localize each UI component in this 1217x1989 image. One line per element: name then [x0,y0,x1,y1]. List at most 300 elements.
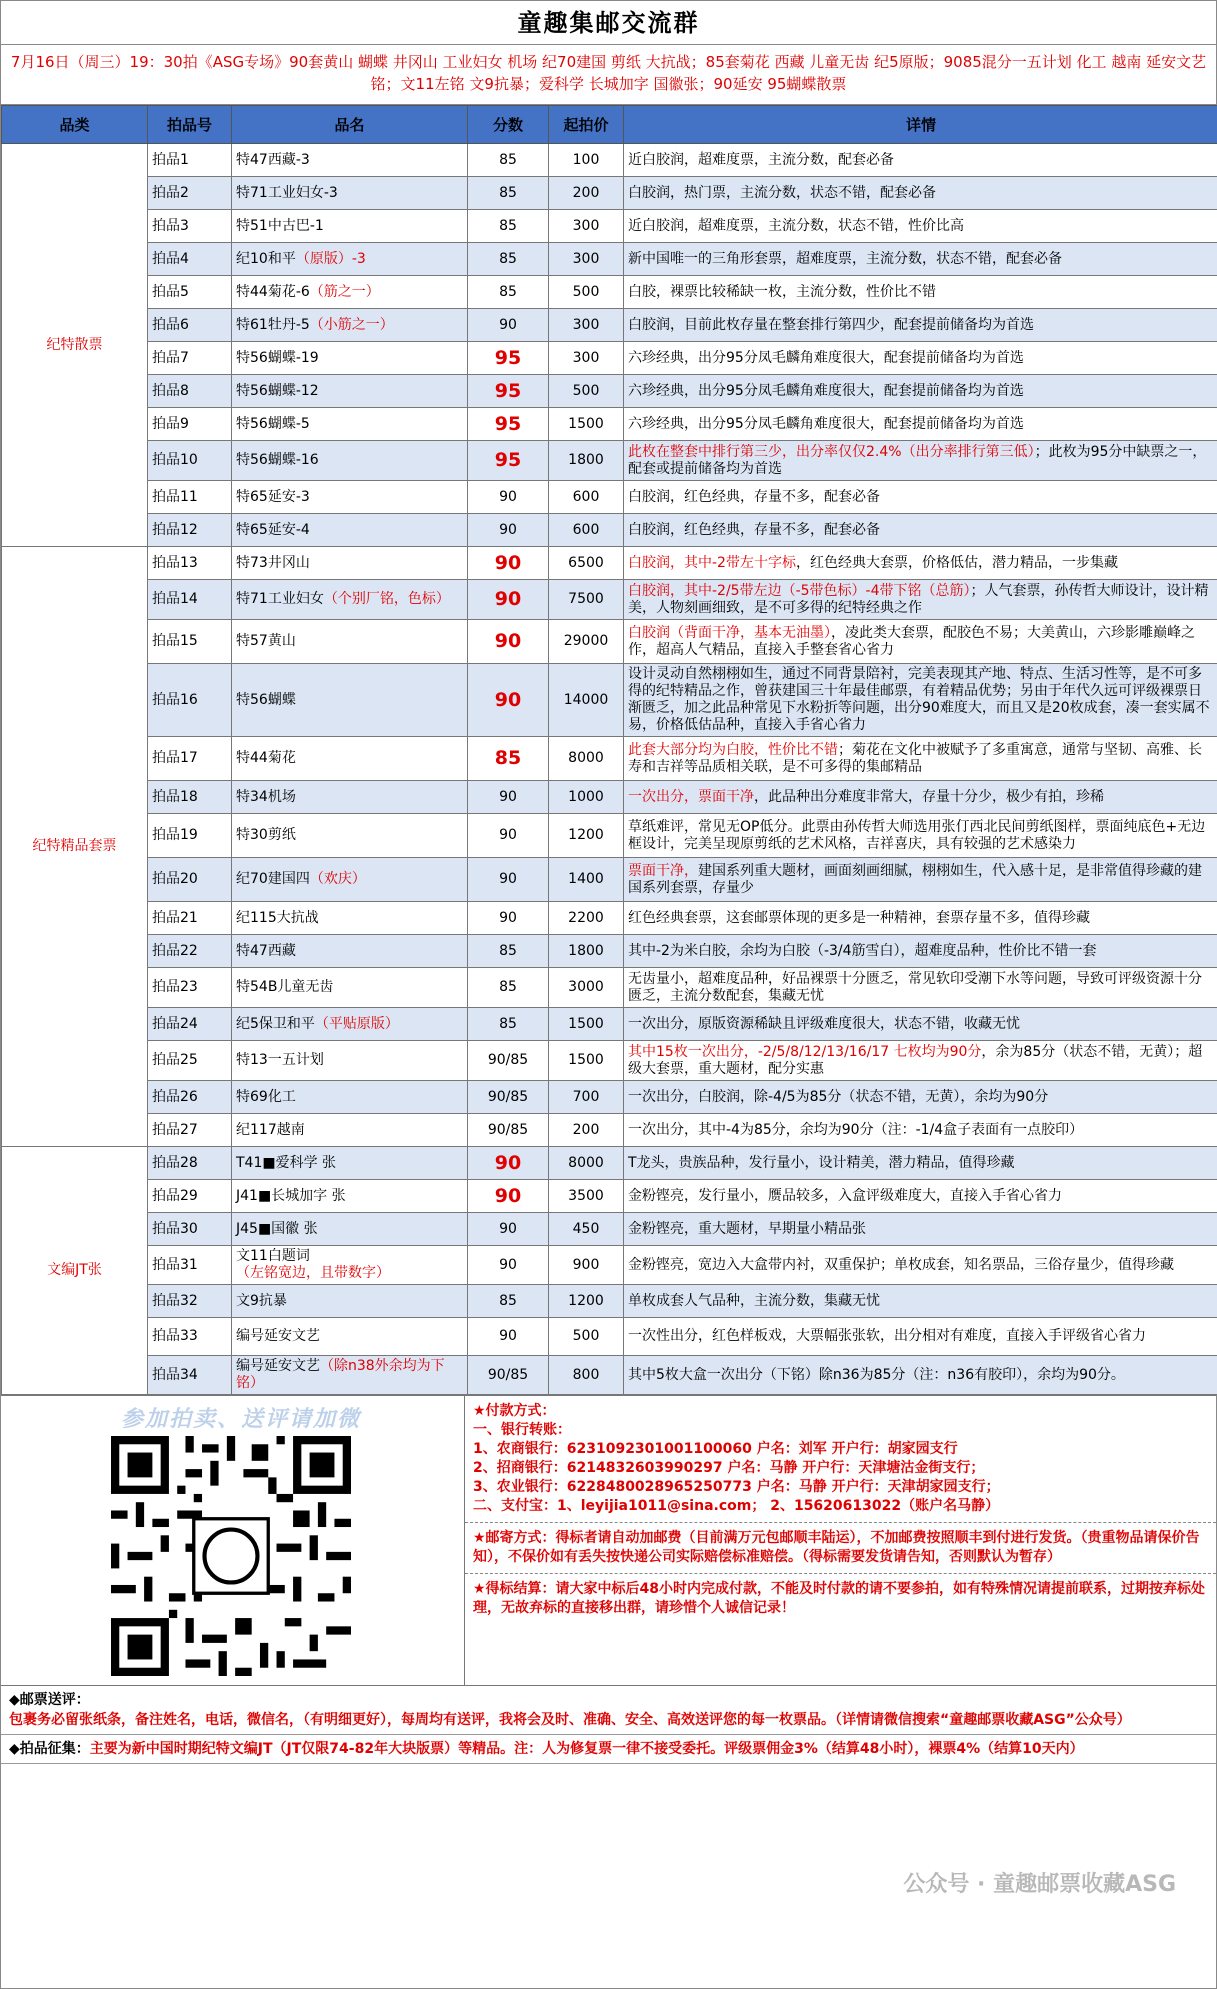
table-row [2,1213,1217,1246]
lot-score: 90 [468,902,549,935]
lot-name-text: 特30剪纸 [236,827,296,843]
lot-score: 90 [468,547,549,580]
lot-name [232,1356,468,1395]
payment-info [465,1396,1216,1685]
table-row [2,1081,1217,1114]
lot-number: 拍品10 [148,441,232,481]
lot-name-text: 特44菊花-6 [236,283,310,300]
table-row [2,1246,1217,1285]
lot-name [232,1246,468,1285]
lot-score: 90 [468,664,549,737]
lot-name [232,1081,468,1114]
consignment-note-text: 主要为新中国时期纪特文编JT（JT仅限74-82年大块版票）等精品。注：人为修复票一律不接受委托。评级票佣金3%（结算48小时），裸票4%（结算10天内） [89,1741,1084,1757]
lot-number: 拍品23 [148,968,232,1008]
lot-number: 拍品13 [148,547,232,580]
lot-number: 拍品4 [148,243,232,276]
lot-detail-text: 其中-2为米白胶，余均为白胶（-3/4筋雪白），超难度品种，性价比不错一套 [628,942,1097,959]
lot-score: 90 [468,481,549,514]
lot-score: 90/85 [468,1041,549,1081]
lot-name-note: （平贴原版） [314,1015,399,1032]
lot-name-text: 特57黄山 [236,633,296,649]
bank-transfer-title: 一、银行转账： [473,1422,571,1438]
lot-detail-text: 单枚成套人气品种，主流分数，集藏无忧 [628,1292,880,1309]
alipay-account: 二、支付宝：1、leyijia1011@sina.com； 2、15620613022（账户名马静） [473,1498,1000,1514]
lot-start-price: 450 [549,1213,624,1246]
table-row [2,514,1217,547]
lot-detail-text: 六珍经典，出分95分凤毛麟角难度很大，配套提前储备均为首选 [628,415,1024,432]
lot-name-text: 特51中古巴-1 [236,217,324,234]
lot-detail [624,580,1217,620]
lot-detail-text: ，余为85分（状态不错，无黄）；超级大套票，重大题材，配分实惠 [628,1043,1203,1077]
lot-name-text: 纪10和平 [236,250,296,267]
lot-name-text: 特47西藏-3 [236,151,310,168]
lot-number: 拍品34 [148,1356,232,1395]
lot-score: 90 [468,1246,549,1285]
lot-detail [624,547,1217,580]
lot-detail [624,1356,1217,1395]
lot-number: 拍品30 [148,1213,232,1246]
lot-detail-text: 金粉铿亮，重大题材，早期量小精品张 [628,1220,866,1237]
lot-detail [624,481,1217,514]
table-row [2,737,1217,781]
auction-schedule: 7月16日（周三）19：30拍《ASG专场》90套黄山 蝴蝶 井冈山 工业妇女 机场 纪70建国 剪纸 大抗战；85套菊花 西藏 儿童无齿 纪5原版；9085混分一五计划 化工 越南 延安文艺铭；文11左铭 文9抗暴；爱科学 长城加字 国徽张；90延安 95蝴蝶散票 [1,45,1216,105]
lot-number: 拍品28 [148,1147,232,1180]
lot-detail [624,858,1217,902]
lot-detail-highlight: 其中15枚一次出分，-2/5/8/12/13/16/17 七枚均为90分 [628,1043,982,1060]
lot-name [232,737,468,781]
lot-start-price: 600 [549,514,624,547]
table-row [2,664,1217,737]
lot-number: 拍品14 [148,580,232,620]
lot-start-price: 300 [549,243,624,276]
lot-name-note: （原版）-3 [295,250,366,267]
column-header-category: 品类 [2,106,148,144]
lot-name [232,968,468,1008]
lot-score: 85 [468,1008,549,1041]
lot-detail [624,1213,1217,1246]
lot-detail-text: 一次出分，白胶润，除-4/5为85分（状态不错，无黄），余均为90分 [628,1088,1049,1105]
lot-start-price: 3000 [549,968,624,1008]
qr-caption: 参加拍卖、送评请加微 [121,1407,362,1432]
lot-detail [624,210,1217,243]
lot-score: 90 [468,1147,549,1180]
lot-number: 拍品1 [148,144,232,177]
column-header-price: 起拍价 [549,106,624,144]
qr-code-icon[interactable] [111,1436,351,1676]
lot-number: 拍品27 [148,1114,232,1147]
table-row [2,935,1217,968]
lot-start-price: 1500 [549,1041,624,1081]
lot-number: 拍品7 [148,342,232,375]
table-row [2,243,1217,276]
lot-score: 95 [468,441,549,481]
lot-name [232,375,468,408]
lot-number: 拍品11 [148,481,232,514]
lot-detail-text: 六珍经典，出分95分凤毛麟角难度很大，配套提前储备均为首选 [628,382,1024,399]
lot-number: 拍品20 [148,858,232,902]
lot-score: 95 [468,342,549,375]
lot-score: 85 [468,243,549,276]
lot-name-note: （左铭宽边，且带数字） [236,1265,390,1281]
lot-number: 拍品21 [148,902,232,935]
lot-name-text: J41■长城加字 张 [236,1187,346,1204]
lot-name-text: 特73井冈山 [236,554,310,571]
table-row [2,1041,1217,1081]
lot-detail [624,737,1217,781]
settlement-info: ★得标结算：请大家中标后48小时内完成付款，不能及时付款的请不要参拍，如有特殊情况请提前联系，过期按弃标处理，无故弃标的直接移出群，请珍惜个人诚信记录！ [473,1581,1206,1616]
lot-detail [624,243,1217,276]
lot-detail [624,968,1217,1008]
table-row [2,375,1217,408]
lot-number: 拍品19 [148,814,232,858]
lot-score: 90/85 [468,1081,549,1114]
lot-number: 拍品5 [148,276,232,309]
lot-detail-text: 一次出分，原版资源稀缺且评级难度很大，状态不错，收藏无忧 [628,1015,1020,1032]
category-cell: 纪特散票 [2,144,148,547]
info-section [1,1395,1216,1685]
table-row [2,814,1217,858]
lot-start-price: 1800 [549,935,624,968]
lot-score: 90 [468,309,549,342]
lot-score: 85 [468,1285,549,1318]
table-row [2,620,1217,664]
lot-score: 85 [468,968,549,1008]
lot-detail-text: ，此品种出分难度非常大，存量十分少，极少有拍，珍稀 [754,788,1104,805]
lot-score: 95 [468,408,549,441]
lot-detail [624,342,1217,375]
grading-note-text: 包裹务必留张纸条，备注姓名，电话，微信名，（有明细更好），每周均有送评，我将会及时、准确、安全、高效送评您的每一枚票品。（详情请微信搜索“童趣邮票收藏ASG”公众号） [9,1712,1131,1728]
lot-detail [624,375,1217,408]
lot-score: 90 [468,781,549,814]
table-row [2,547,1217,580]
lot-name-text: 特56蝴蝶-12 [236,382,319,399]
lot-score: 90 [468,620,549,664]
lot-name-text: T41■爱科学 张 [236,1154,337,1171]
lot-number: 拍品3 [148,210,232,243]
lot-number: 拍品16 [148,664,232,737]
page-title: 童趣集邮交流群 [1,1,1216,45]
lot-detail-text: 新中国唯一的三角形套票，超难度票，主流分数，状态不错，配套必备 [628,250,1062,267]
table-row [2,1147,1217,1180]
table-row [2,902,1217,935]
lot-name [232,481,468,514]
lot-start-price: 1800 [549,441,624,481]
lot-detail-text: 白胶润，热门票，主流分数，状态不错，配套必备 [628,184,936,201]
lot-detail [624,1246,1217,1285]
lot-number: 拍品2 [148,177,232,210]
lot-start-price: 500 [549,1318,624,1356]
table-row [2,144,1217,177]
lot-detail-text: 白胶润，红色经典，存量不多，配套必备 [628,488,880,505]
lot-number: 拍品6 [148,309,232,342]
lot-detail-text: 近白胶润，超难度票，主流分数，状态不错，性价比高 [628,217,964,234]
lot-score: 85 [468,210,549,243]
lot-name-text: 特65延安-3 [236,488,310,505]
lot-score: 90 [468,814,549,858]
lot-name-note: （个别厂铭，色标） [323,591,450,607]
lot-start-price: 1200 [549,1285,624,1318]
lot-score: 85 [468,737,549,781]
lot-detail [624,1114,1217,1147]
lot-name-note: （欢庆） [309,871,366,887]
lot-detail-text: 白胶润，目前此枚存量在整套排行第四少，配套提前储备均为首选 [628,316,1034,333]
lot-start-price: 1500 [549,408,624,441]
lot-detail [624,781,1217,814]
consignment-note-label: ◆拍品征集： [9,1741,90,1757]
lot-start-price: 200 [549,177,624,210]
lot-name-note: （筋之一） [309,283,380,300]
lot-detail [624,441,1217,481]
lot-detail [624,1147,1217,1180]
lot-name [232,276,468,309]
lot-name-text: 特56蝴蝶-19 [236,349,319,366]
lot-number: 拍品25 [148,1041,232,1081]
lot-number: 拍品12 [148,514,232,547]
lot-name [232,243,468,276]
lot-name [232,210,468,243]
lot-detail [624,902,1217,935]
lot-score: 90 [468,1180,549,1213]
lot-name-note: （小筋之一） [309,316,394,333]
lot-number: 拍品31 [148,1246,232,1285]
table-row [2,408,1217,441]
lot-detail-text: ；菊花在文化中被赋予了多重寓意，通常与坚韧、高雅、长寿和吉祥等品质相关联，是不可多得的集邮精品 [628,741,1202,775]
lot-score: 85 [468,177,549,210]
lot-name-text: 特54B儿童无齿 [236,979,334,995]
lot-number: 拍品8 [148,375,232,408]
lot-detail-text: 金粉铿亮，发行量小，赝品较多，入盒评级难度大，直接入手省心省力 [628,1187,1062,1204]
lot-detail-text: 金粉铿亮，宽边入大盒带内衬，双重保护；单枚成套，知名票品，三俗存量少，值得珍藏 [628,1256,1174,1273]
lot-detail [624,664,1217,737]
lot-number: 拍品17 [148,737,232,781]
table-row [2,781,1217,814]
lot-start-price: 8000 [549,737,624,781]
lot-start-price: 500 [549,276,624,309]
lot-name [232,144,468,177]
lot-detail [624,1008,1217,1041]
lot-detail-text: 一次性出分，红色样板戏，大票幅张张软，出分相对有难度，直接入手评级省心省力 [628,1328,1146,1344]
lot-detail [624,1285,1217,1318]
lot-start-price: 300 [549,210,624,243]
lot-detail-text: 白胶润，红色经典，存量不多，配套必备 [628,521,880,538]
lot-name [232,342,468,375]
lot-start-price: 6500 [549,547,624,580]
lot-detail-highlight: 票面干净， [628,862,698,879]
lot-name-note: （除n38外余均为下铭） [236,1358,445,1391]
lot-detail [624,935,1217,968]
lot-name [232,664,468,737]
lot-start-price: 2200 [549,902,624,935]
lot-name-text: 纪5保卫和平 [236,1015,315,1032]
column-header-lot: 拍品号 [148,106,232,144]
table-row [2,441,1217,481]
lot-score: 85 [468,935,549,968]
lot-name [232,814,468,858]
lot-detail-text: 白胶，裸票比较稀缺一枚，主流分数，性价比不错 [628,283,936,300]
lot-detail [624,408,1217,441]
lot-detail [624,514,1217,547]
lot-detail [624,309,1217,342]
lot-detail-text: 近白胶润，超难度票，主流分数，配套必备 [628,151,894,168]
lot-name-text: 文9抗暴 [236,1292,287,1309]
lot-score: 90/85 [468,1356,549,1395]
lot-name-text: 特44菊花 [236,750,296,766]
table-row [2,1318,1217,1356]
payment-title: ★付款方式： [473,1403,556,1419]
lot-number: 拍品29 [148,1180,232,1213]
lot-detail-highlight: 白胶润，其中-2/5带左边（-5带色标）-4带下铭（总筋） [628,582,971,599]
lot-score: 90 [468,1213,549,1246]
lot-start-price: 1500 [549,1008,624,1041]
lot-score: 85 [468,276,549,309]
lot-detail-highlight: 此枚在整套中排行第三少，出分率仅仅2.4%（出分率排行第三低） [628,443,1035,460]
lot-score: 90 [468,580,549,620]
lot-start-price: 300 [549,342,624,375]
lot-name [232,1180,468,1213]
lot-start-price: 200 [549,1114,624,1147]
lot-detail-text: 红色经典套票，这套邮票体现的更多是一种精神，套票存量不多，值得珍藏 [628,909,1090,926]
lot-start-price: 900 [549,1246,624,1285]
lot-score: 90 [468,1318,549,1356]
table-row [2,1114,1217,1147]
lot-detail-highlight: 此套大部分均为白胶，性价比不错 [628,741,838,758]
lot-detail-text: 草纸难评，常见无OP低分。此票由孙传哲大师选用张仃西北民间剪纸图样，票面纯底色+无边框设计，完美呈现原剪纸的艺术风格，吉祥喜庆，具有较强的艺术感染力 [628,818,1206,852]
lot-name-text: 编号延安文艺 [236,1328,320,1344]
lot-name-text: 特34机场 [236,788,296,805]
lot-start-price: 600 [549,481,624,514]
lot-number: 拍品15 [148,620,232,664]
lot-name [232,1213,468,1246]
lot-name-text: 特69化工 [236,1088,296,1105]
lot-start-price: 800 [549,1356,624,1395]
lot-name [232,1318,468,1356]
lot-name-text: 特71工业妇女 [236,591,324,607]
category-cell: 文编JT张 [2,1147,148,1395]
grading-note-label: ◆邮票送评： [9,1692,90,1708]
lot-detail-text: 无齿量小，超难度品种，好品裸票十分匮乏，常见软印受潮下水等问题，导致可评级资源十分匮乏，主流分数配套，集藏无忧 [628,970,1202,1004]
table-row [2,309,1217,342]
bank-account-1: 1、农商银行：6231092301001100060 户名：刘军 开户行：胡家园支行 [473,1441,958,1457]
lot-detail-text: 其中5枚大盒一次出分（下铭）除n36为85分（注：n36有胶印），余均为90分。 [628,1366,1125,1383]
lot-start-price: 1200 [549,814,624,858]
lot-name [232,1008,468,1041]
lot-name-text: 特56蝴蝶 [236,691,296,708]
lot-name [232,547,468,580]
lot-name [232,620,468,664]
lot-number: 拍品24 [148,1008,232,1041]
lot-number: 拍品9 [148,408,232,441]
column-header-score: 分数 [468,106,549,144]
lot-name-text: 特65延安-4 [236,521,310,538]
lot-detail-highlight: 一次出分，票面干净 [628,788,754,805]
table-row [2,481,1217,514]
lot-name [232,408,468,441]
watermark: 公众号 · 童趣邮票收藏ASG [903,1872,1176,1897]
lot-detail [624,1318,1217,1356]
column-header-detail: 详情 [624,106,1217,144]
notes [1,1685,1216,1764]
lot-detail [624,1081,1217,1114]
category-cell: 纪特精品套票 [2,547,148,1147]
lot-detail-text: 六珍经典，出分95分凤毛麟角难度很大，配套提前储备均为首选 [628,349,1024,366]
table-row [2,210,1217,243]
lot-name [232,1147,468,1180]
lot-detail [624,144,1217,177]
lot-start-price: 100 [549,144,624,177]
lot-name-text: 特61牡丹-5 [236,316,310,333]
lot-start-price: 300 [549,309,624,342]
lot-score: 90 [468,514,549,547]
table-row [2,1285,1217,1318]
lot-number: 拍品32 [148,1285,232,1318]
lot-detail [624,620,1217,664]
grading-note [1,1686,1216,1735]
lot-number: 拍品26 [148,1081,232,1114]
lot-name [232,781,468,814]
bank-account-2: 2、招商银行：6214832603990297 户名：马静 开户行：天津塘沽金街支行； [473,1460,985,1476]
table-row [2,1008,1217,1041]
bank-account-3: 3、农业银行：6228480028965250773 户名：马静 开户行：天津胡家园支行； [473,1479,1000,1495]
table-header-row [2,106,1217,144]
lot-number: 拍品22 [148,935,232,968]
lot-detail [624,1041,1217,1081]
lot-detail-text: ；此枚为95分中缺票之一，配套或提前储备均为首选 [628,443,1207,477]
shipping-info: ★邮寄方式：得标者请自动加邮费（目前满万元包邮顺丰陆运），不加邮费按照顺丰到付进行发货。（贵重物品请保价告知），不保价如有丢失按快递公司实际赔偿标准赔偿。（得标需要发货请告知，否则默认为暂存） [465,1523,1216,1574]
lot-number: 拍品33 [148,1318,232,1356]
lot-detail-text: 建国系列重大题材，画面刻画细腻，栩栩如生，代入感十足，是非常值得珍藏的建国系列套票，存量少 [628,862,1202,896]
lot-detail-text: ，红色经典大套票，价格低估，潜力精品，一步集藏 [795,554,1118,571]
lot-name-text: 编号延安文艺 [236,1358,320,1374]
lot-name-text: 纪117越南 [236,1121,305,1138]
lot-start-price: 3500 [549,1180,624,1213]
table-row [2,1356,1217,1395]
lot-score: 95 [468,375,549,408]
lot-name [232,441,468,481]
lot-name [232,935,468,968]
table-row [2,276,1217,309]
table-row [2,580,1217,620]
lot-start-price: 500 [549,375,624,408]
lot-name-text: 纪115大抗战 [236,909,319,926]
lot-detail [624,177,1217,210]
lot-name [232,580,468,620]
lot-name-text: J45■国徽 张 [236,1220,318,1237]
lot-name-text: 特56蝴蝶-16 [236,452,319,468]
lot-number: 拍品18 [148,781,232,814]
lot-start-price: 700 [549,1081,624,1114]
lot-name-text: 特47西藏 [236,942,296,959]
lot-detail-highlight: 白胶润（背面干净，基本无油墨） [628,624,831,641]
lot-name [232,309,468,342]
table-body [2,144,1217,1395]
lot-start-price: 29000 [549,620,624,664]
table-row [2,858,1217,902]
lot-name [232,858,468,902]
lot-detail [624,1180,1217,1213]
lot-name [232,1041,468,1081]
lot-detail-highlight: 白胶润，其中-2带左十字标 [628,554,796,571]
lot-start-price: 8000 [549,1147,624,1180]
lot-detail [624,276,1217,309]
table-row [2,968,1217,1008]
lot-score: 90 [468,858,549,902]
lot-detail-text: ；人气套票，孙传哲大师设计，设计精美，人物刻画细致，是不可多得的纪特经典之作 [628,582,1209,616]
lot-name [232,902,468,935]
auction-table [1,105,1217,1395]
lot-detail-text: T龙头，贵族品种，发行量小，设计精美，潜力精品，值得珍藏 [628,1154,1015,1171]
lot-detail-text: ，凌此类大套票，配胶色不易；大美黄山，六珍影雕巅峰之作，超高人气精品，直接入手整套省心省力 [628,624,1195,658]
lot-start-price: 14000 [549,664,624,737]
